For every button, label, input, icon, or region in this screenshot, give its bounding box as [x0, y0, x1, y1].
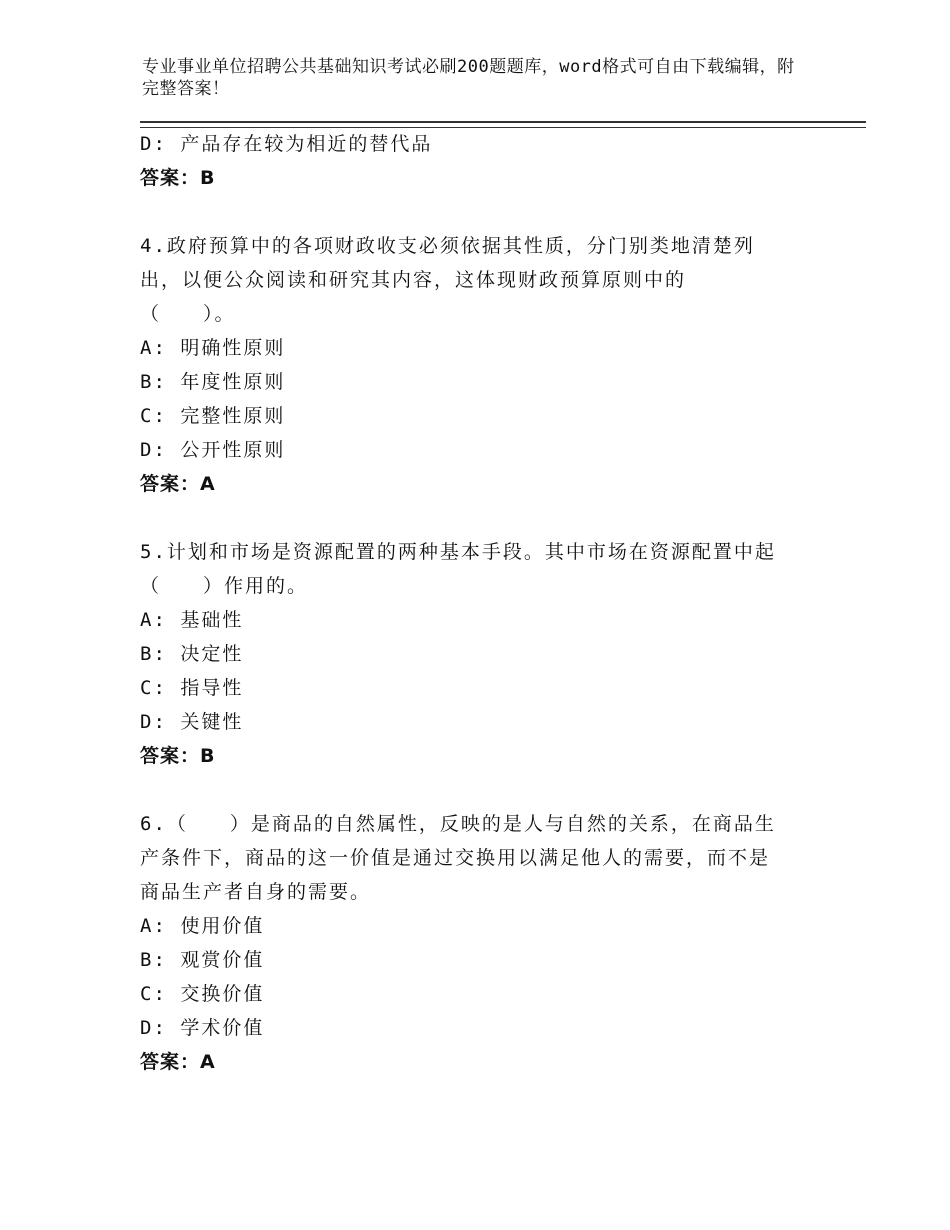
- question-6: [140, 807, 820, 1079]
- question-6-text-line-3: 商品生产者自身的需要。: [140, 881, 372, 903]
- spacer: [140, 195, 820, 229]
- question-4-option-a: A: 明确性原则: [140, 337, 286, 359]
- question-5-answer: 答案：B: [140, 745, 216, 767]
- question-4-option-b: B: 年度性原则: [140, 371, 286, 393]
- question-6-text-line-2: 产条件下，商品的这一价值是通过交换用以满足他人的需要，而不是: [140, 847, 771, 869]
- question-6-option-c: C: 交换价值: [140, 983, 265, 1005]
- question-5-option-d: D: 关键性: [140, 711, 244, 733]
- question-5-option-b: B: 决定性: [140, 643, 244, 665]
- question-4-answer: 答案：A: [140, 473, 216, 495]
- question-5: [140, 535, 820, 773]
- question-4-text-line-1: 4.政府预算中的各项财政收支必须依据其性质，分门别类地清楚列: [140, 235, 755, 257]
- question-6-answer: 答案：A: [140, 1051, 216, 1073]
- question-5-option-c: C: 指导性: [140, 677, 244, 699]
- question-4: [140, 229, 820, 501]
- spacer: [140, 501, 820, 535]
- question-4-text-line-2: 出，以便公众阅读和研究其内容，这体现财政预算原则中的: [140, 269, 687, 291]
- prev-question-answer: 答案：B: [140, 167, 216, 189]
- questions-content: [140, 127, 820, 1079]
- question-5-option-a: A: 基础性: [140, 609, 244, 631]
- question-4-option-c: C: 完整性原则: [140, 405, 286, 427]
- question-5-text-line-2: （ ）作用的。: [140, 575, 309, 597]
- question-4-option-d: D: 公开性原则: [140, 439, 286, 461]
- prev-question-option-d: D: 产品存在较为相近的替代品: [140, 133, 433, 155]
- page-header-title: 专业事业单位招聘公共基础知识考试必刷200题题库，word格式可自由下载编辑，附完整答案！: [142, 57, 795, 99]
- spacer: [140, 773, 820, 807]
- question-6-option-d: D: 学术价值: [140, 1017, 265, 1039]
- question-6-option-b: B: 观赏价值: [140, 949, 265, 971]
- question-4-text-line-3: （ ）。: [140, 303, 236, 325]
- question-6-option-a: A: 使用价值: [140, 915, 265, 937]
- question-6-text-line-1: 6.（ ）是商品的自然属性，反映的是人与自然的关系，在商品生: [140, 813, 776, 835]
- question-5-text-line-1: 5.计划和市场是资源配置的两种基本手段。其中市场在资源配置中起: [140, 541, 776, 563]
